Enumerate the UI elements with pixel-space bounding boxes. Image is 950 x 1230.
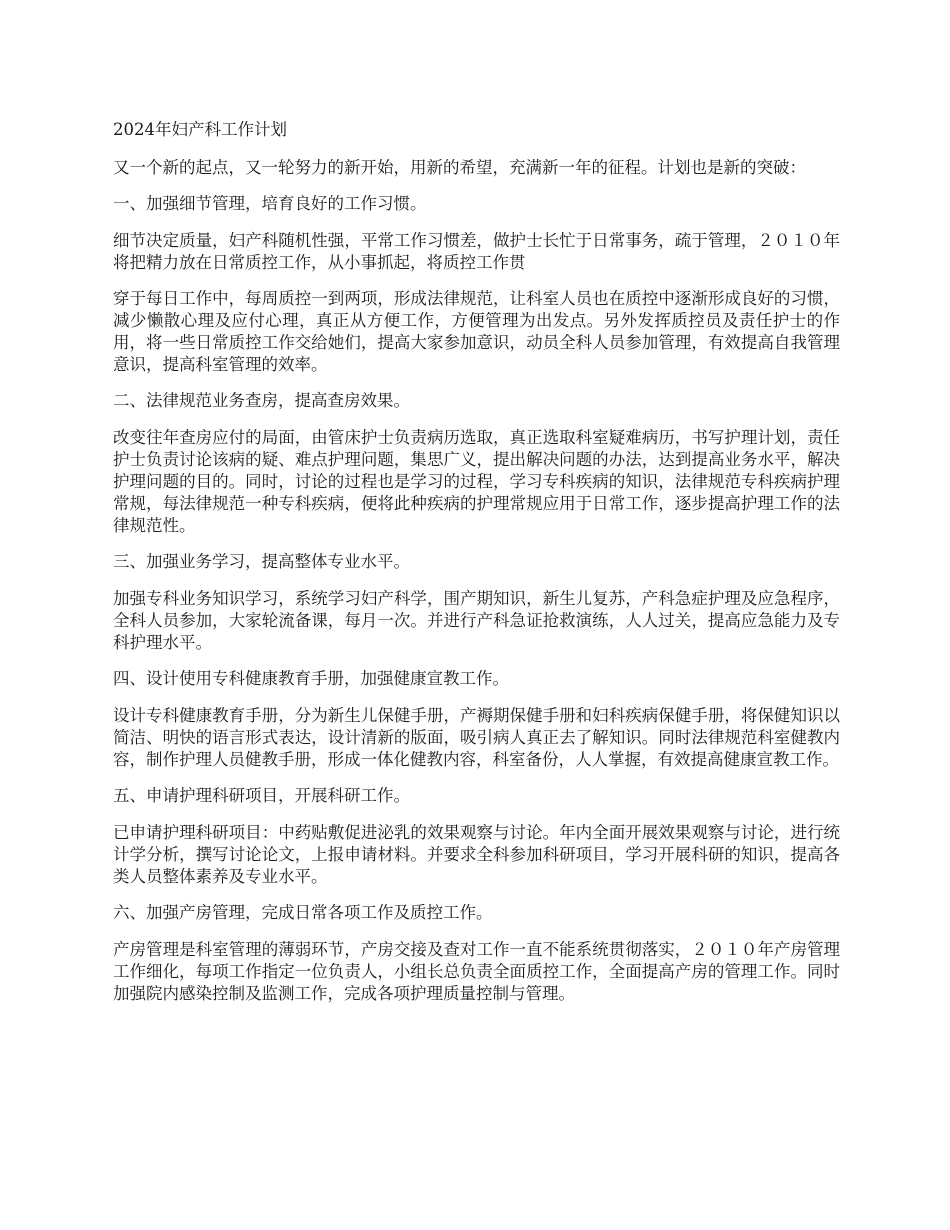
- section-1-paragraph-2: 穿于每日工作中，每周质控一到两项，形成法律规范，让科室人员也在质控中逐渐形成良好的习惯，减少懒散心理及应付心理，真正从方便工作，方便管理为出发点。另外发挥质控员及责任护士的作用，将一些日常质控工作交给她们，提高大家参加意识，动员全科人员参加管理，有效提高自我管理意识，提高科室管理的效率。: [113, 289, 840, 374]
- section-5-paragraph-1: 已申请护理科研项目：中药贴敷促进泌乳的效果观察与讨论。年内全面开展效果观察与讨论，进行统计学分析，撰写讨论论文，上报申请材料。并要求全科参加科研项目，学习开展科研的知识，提高各类人员整体素养及专业水平。: [113, 823, 840, 886]
- section-heading-2: 二、法律规范业务查房，提高查房效果。: [113, 391, 410, 410]
- intro-paragraph: 又一个新的起点，又一轮努力的新开始，用新的希望，充满新一年的征程。计划也是新的突破：: [113, 158, 806, 177]
- section-4-paragraph-1: 设计专科健康教育手册，分为新生儿保健手册，产褥期保健手册和妇科疾病保健手册，将保健知识以简洁、明快的语言形式表达，设计清新的版面，吸引病人真正去了解知识。同时法律规范科室健教内容，制作护理人员健教手册，形成一体化健教内容，科室备份，人人掌握，有效提高健康宣教工作。: [113, 706, 840, 769]
- section-heading-1: 一、加强细节管理，培育良好的工作习惯。: [113, 194, 427, 213]
- section-6-paragraph-1: 产房管理是科室管理的薄弱环节，产房交接及查对工作一直不能系统贯彻落实，２０１０年产房管理工作细化，每项工作指定一位负责人，小组长总负责全面质控工作，全面提高产房的管理工作。同时加强院内感染控制及监测工作，完成各项护理质量控制与管理。: [113, 940, 840, 1003]
- section-2-paragraph-1: 改变往年查房应付的局面，由管床护士负责病历选取，真正选取科室疑难病历，书写护理计划，责任护士负责讨论该病的疑、难点护理问题，集思广义，提出解决问题的办法，达到提高业务水平，解决护理问题的目的。同时，讨论的过程也是学习的过程，学习专科疾病的知识，法律规范专科疾病护理常规，每法律规范一种专科疾病，便将此种疾病的护理常规应用于日常工作，逐步提高护理工作的法律规范性。: [113, 428, 840, 535]
- section-1-paragraph-1: 细节决定质量，妇产科随机性强，平常工作习惯差，做护士长忙于日常事务，疏于管理，２０１０年将把精力放在日常质控工作，从小事抓起，将质控工作贯: [113, 231, 840, 272]
- section-heading-4: 四、设计使用专科健康教育手册，加强健康宣教工作。: [113, 669, 509, 688]
- section-3-paragraph-1: 加强专科业务知识学习，系统学习妇产科学，围产期知识，新生儿复苏，产科急症护理及应急程序，全科人员参加，大家轮流备课，每月一次。并进行产科急证抢救演练，人人过关，提高应急能力及专科护理水平。: [113, 589, 840, 652]
- document-page: [113, 119, 840, 1019]
- document-title: 2024年妇产科工作计划: [113, 120, 287, 139]
- section-heading-6: 六、加强产房管理，完成日常各项工作及质控工作。: [113, 903, 493, 922]
- section-heading-5: 五、申请护理科研项目，开展科研工作。: [113, 786, 410, 805]
- section-heading-3: 三、加强业务学习，提高整体专业水平。: [113, 552, 410, 571]
